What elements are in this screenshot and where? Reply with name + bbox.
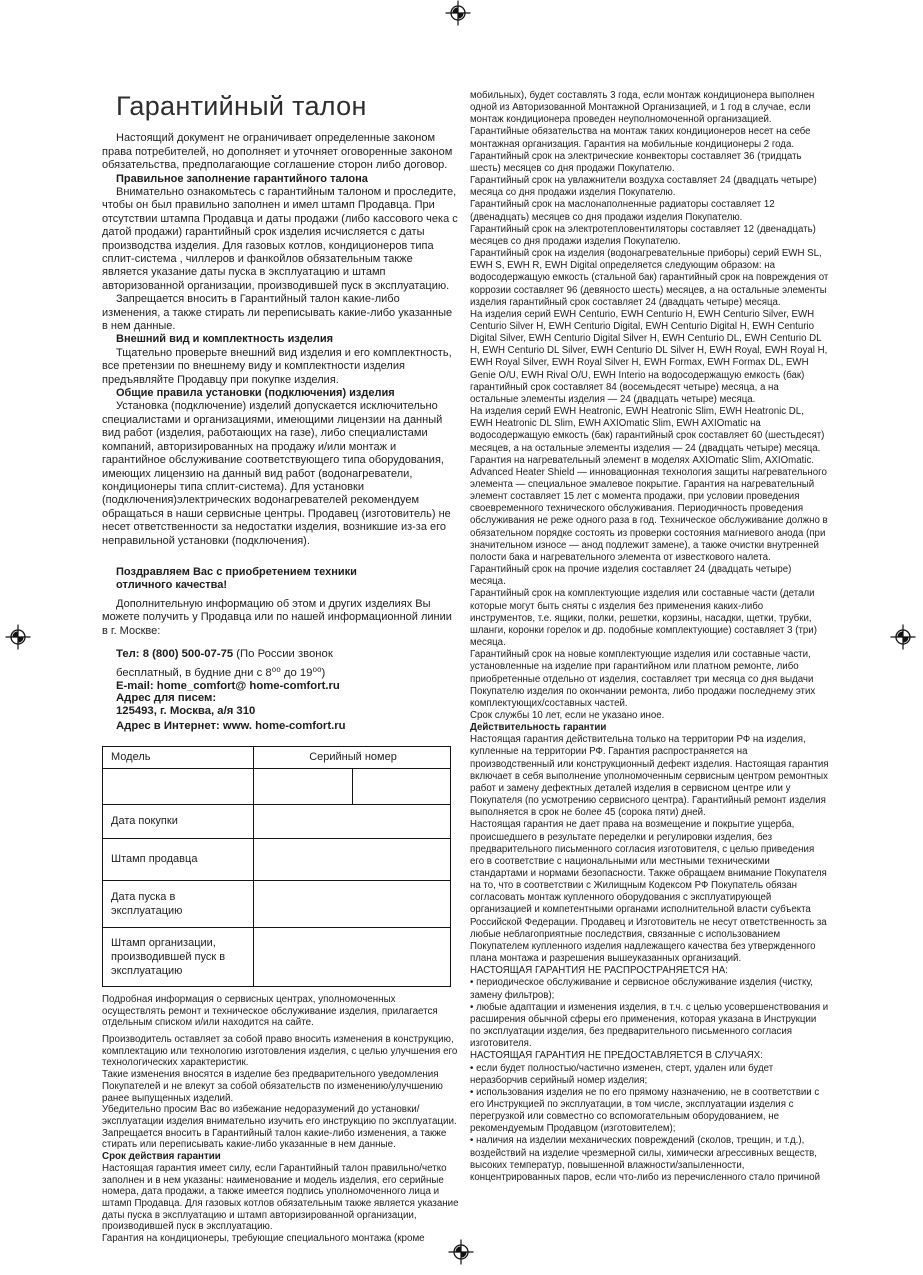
phone-hours: бесплатный, в будние дни с 8⁰⁰ до 19⁰⁰)	[116, 667, 326, 680]
fill-in-row	[103, 768, 451, 804]
model-header-cell: Модель	[103, 746, 254, 768]
paragraph: Гарантийный срок на новые комплектующие изделия или составные части, установленные на изделие при гарантийном или платном ремонте, либо приобретенные отдельно от изделия, составляет три месяца со дня выдачи Покупателю изделия по окончании ремонта, либо продажи последнему этих комплектующих/составных частей.	[470, 649, 816, 709]
website-line: Адрес в Интернет: www. home-comfort.ru	[116, 720, 346, 733]
post-table-section	[102, 994, 460, 1245]
table-row	[103, 927, 451, 986]
page-title: Гарантийный талон	[116, 91, 367, 121]
paragraph: Правильное заполнение гарантийного талона	[116, 172, 368, 185]
paragraph: НАСТОЯЩАЯ ГАРАНТИЯ НЕ РАСПРОСТРАНЯЕТСЯ НА:	[470, 965, 728, 977]
paragraph: • любые адаптации и изменения изделия, в т.ч. с целью усовершенствования и расширения обычной сферы его применения, которая указана в Инструкции по эксплуатации изделия, без предварительного письменного согласия изготовителя.	[470, 1001, 829, 1050]
paragraph: Гарантийный срок на увлажнители воздуха составляет 24 (двадцать четыре) месяца со дня продажи изделия Покупателю.	[470, 175, 817, 199]
phone-note: (По России звонок	[233, 647, 333, 660]
paragraph: Такие изменения вносятся в изделие без предварительного уведомления Покупателей и не влекут за собой обязательств по изменению/улучшению ранее выпущенных изделий.	[102, 1069, 443, 1104]
paragraph: Убедительно просим Вас во избежание недоразумений до установки/эксплуатации изделия внимательно изучить его инструкцию по эксплуатации.	[102, 1104, 457, 1127]
paragraph: Срок действия гарантии	[102, 1151, 221, 1163]
purchase-date-label-cell: Дата покупки	[103, 804, 254, 838]
phone-number: Тел: 8 (800) 500-07-75	[116, 647, 234, 660]
paragraph: Срок службы 10 лет, если не указано иное.	[470, 709, 665, 721]
paragraph: Настоящая гарантия действительна только на территории РФ на изделия, купленные на территории РФ. Гарантия распространяется на производственный или конструкционный дефект изделия. Настоящая гарантия включает в себя выполнение уполномоченным сервисным центром ремонтных работ и замену дефектных деталей изделия в сервисном центре или у Покупателя (по усмотрению сервисного центра). Гарантийный ремонт изделия выполняется в срок не более 45 (сорока пяти) дней.	[470, 734, 829, 819]
startup-date-label-cell: Дата пуска в эксплуатацию	[103, 880, 254, 927]
email-line: E-mail: home_comfort@ home-comfort.ru	[116, 679, 340, 692]
model-value-cell	[103, 768, 254, 804]
paragraph: Гарантийный срок на электротепловентиляторы составляет 12 (двенадцать) месяцев со дня продажи изделия Покупателю.	[470, 223, 816, 247]
table-row	[103, 804, 451, 838]
paragraph: Производитель оставляет за собой право вносить изменения в конструкцию, комплектацию или технологию изготовления изделия, с целью улучшения его технологических характеристик.	[102, 1034, 458, 1069]
serial-value-cell-1	[254, 768, 353, 804]
phone-line	[116, 648, 460, 661]
startup-org-stamp-value-cell	[254, 927, 451, 986]
paragraph: Гарантийный срок на изделия (водонагревательные приборы) серий EWH SL, EWH S, EWH R, EWH Digital определяется следующим образом: на водосодержащую емкость (стальной бак) гарантийный срок на повреждения от коррозии составляет 96 (девяносто шесть) месяцев, а на остальные элементы изделия гарантийный срок составляет 24 (двадцать четыре) месяца.	[470, 248, 829, 308]
paragraph: Внешний вид и комплектность изделия	[116, 333, 334, 346]
right-column	[470, 90, 829, 1184]
paragraph: Общие правила установки (подключения) изделия	[116, 387, 395, 400]
purchase-date-value-cell	[254, 804, 451, 838]
paragraph: Гарантия на нагревательный элемент в моделях AXIOmatic Slim, AXIOmatic. Advanced Heater Shield — инновационная технология защиты нагревательного элемента — специальное эмалевое покрытие. Гарантия на нагревательный элемент составляет 15 лет с момента продажи, при условии проведения своевременного технического обслуживания. Периодичность проведения обслуживания не реже одного раза в год. Техническое обслуживание должно в обязательном порядке состоять из проверки состояния магниевого анода (при значительном износе — анод подлежит замене), а также очистки внутренней полости бака и нагревательного элемента от известкового налета.	[470, 454, 828, 563]
warranty-table	[102, 746, 451, 987]
paragraph: Гарантийный срок на комплектующие изделия или составные части (детали которые могут быть сняты с изделия без применения каких-либо инструментов, т.е. ящики, полки, решетки, корзины, насадки, щетки, трубки, шланги, коронки горелок и др. подобные комплектующие) составляет 3 (три) месяца.	[470, 588, 817, 649]
startup-date-value-cell	[254, 880, 451, 927]
contact-block	[116, 648, 460, 733]
registration-mark-top	[445, 0, 471, 26]
registration-mark-right	[890, 624, 916, 650]
serial-header-cell: Серийный номер	[254, 746, 451, 768]
paragraph: Действительность гарантии	[470, 722, 607, 734]
postal-address: 125493, г. Москва, а/я 310	[116, 704, 256, 717]
paragraph: мобильных), будет составлять 3 года, если монтаж кондиционера выполнен одной из Авторизованной Монтажной Организацией, и 1 год в случае, если монтаж кондиционера проведен неуполномоченной организацией. Гарантийные обязательства на монтаж таких кондиционеров несет на себе монтажная организация. Гарантия на мобильные кондиционеры 2 года.	[470, 90, 815, 150]
paragraph: отличного качества!	[116, 579, 228, 592]
table-header-row	[103, 746, 451, 768]
paragraph: Настоящий документ не ограничивает определенные законом права потребителей, но дополняет и уточняет оговоренные законом обязательства, предполагающие соглашение сторон либо договор.	[102, 132, 453, 172]
paragraph: Подробная информация о сервисных центрах, уполномоченных осуществлять ремонт и техническое обслуживание изделия, прилагается отдельным списком и/или находится на сайте.	[102, 993, 438, 1029]
table-row	[103, 838, 451, 880]
paragraph: Настоящая гарантия не дает права на возмещение и покрытие ущерба, происшедшего в результате переделки и регулировки изделия, без предварительного письменного согласия изготовителя, с целью приведения его в соответствие с национальными или местными техническими стандартами и нормами безопасности. Также обращаем внимание Покупателя на то, что в соответствии с Жилищным Кодексом РФ Покупатель обязан согласовать монтаж купленного оборудования с эксплуатирующей организацией и компетентными органами исполнительной власти субъекта Российской Федерации. Продавец и Изготовитель не несут ответственность за любые неблагоприятные последствия, связанные с использованием Покупателем купленного изделия надлежащего качества без утвержденного плана монтажа и разрешения вышеуказанных организаций.	[470, 819, 827, 965]
paragraph: Настоящая гарантия имеет силу, если Гарантийный талон правильно/четко заполнен и в нем указаны: наименование и модель изделия, его серийные номера, дата продажи, а также имеется подпись уполномоченного лица и штамп Продавца. Для газовых котлов обязательным также является указание даты пуска в эксплуатацию и штамп авторизированной организации, производившей пуск в эксплуатацию.	[102, 1162, 459, 1233]
seller-stamp-value-cell	[254, 838, 451, 880]
table-row	[103, 880, 451, 927]
paragraph: Гарантия на кондиционеры, требующие специального монтажа (кроме	[102, 1233, 425, 1245]
postal-address-label: Адрес для писем:	[116, 692, 217, 705]
paragraph: На изделия серий EWH Heatronic, EWH Heatronic Slim, EWH Heatronic DL, EWH Heatronic DL Slim, EWH AXIOmatic Slim, EWH AXIOmatic на водосодержащую емкость (бак) гарантийный срок составляет 60 (шестьдесят) месяцев, а на остальные элементы изделия — 24 (двадцать четыре) месяца.	[470, 406, 825, 454]
paragraph: • использования изделия не по его прямому назначению, не в соответствии с его Инструкцией по эксплуатации, в том числе, эксплуатации изделия с перегрузкой или совместно со вспомогательным оборудованием, не рекомендуемым Продавцом (изготовителем);	[470, 1086, 820, 1135]
intro-section	[102, 132, 460, 638]
paragraph: Запрещается вносить в Гарантийный талон какие-либо изменения, а также стирать ли переписывать какие-либо указанные в нем данные.	[102, 293, 453, 333]
paragraph: Установка (подключение) изделий допускается исключительно специалистами и организациями, имеющими лицензии на данный вид работ (изделия, работающих на газе), либо специалистами компаний, авторизированных на продажу и/или монтаж и гарантийное обслуживание соответствующего типа оборудования, имеющих лицензию на данный вид работ (водонагреватели, кондиционеры типа сплит-система). Для установки (подключения)электрических водонагревателей рекомендуем обращаться в наши сервисные центры. Продавец (изготовитель) не несет ответственности за недостатки изделия, возникшие из-за его неправильной установки (подключения).	[102, 400, 451, 547]
paragraph: НАСТОЯЩАЯ ГАРАНТИЯ НЕ ПРЕДОСТАВЛЯЕТСЯ В СЛУЧАЯХ:	[470, 1050, 763, 1062]
seller-stamp-label-cell: Штамп продавца	[103, 838, 254, 880]
paragraph: Дополнительную информацию об этом и других изделиях Вы можете получить у Продавца или по нашей информационной линии в г. Москве:	[102, 597, 452, 637]
paragraph: • если будет полностью/частично изменен, стерт, удален или будет неразборчив серийный номер изделия;	[470, 1062, 774, 1086]
paragraph: Тщательно проверьте внешний вид изделия и его комплектность, все претензии по внешнему виду и комплектности изделия предъявляйте Продавцу при покупке изделия.	[102, 346, 452, 386]
startup-org-stamp-label-cell: Штамп организации, производившей пуск в эксплуатацию	[103, 927, 254, 986]
paragraph: Внимательно ознакомьтесь с гарантийным талоном и проследите, чтобы он был правильно заполнен и имел штамп Продавца. При отсутствии штампа Продавца и даты продажи (либо кассового чека с датой продажи) гарантийный срок изделия исчисляется с даты производства изделия. Для газовых котлов, кондиционеров типа сплит-система , чиллеров и фанкойлов обязательным также является указание даты пуска в эксплуатацию и штамп авторизованной организации, производившей пуск в эксплуатацию.	[102, 185, 458, 292]
paragraph: Гарантийный срок на прочие изделия составляет 24 (двадцать четыре) месяца.	[470, 564, 792, 588]
paragraph: Поздравляем Вас с приобретением техники	[116, 565, 357, 578]
paragraph: На изделия серий EWH Centurio, EWH Centurio H, EWH Centurio Silver, EWH Centurio Silver H, EWH Centurio Digital, EWH Centurio Digital H, EWH Centurio Digital Silver, EWH Centurio Digital Silver H, EWH Centurio DL, EWH Centurio DL H, EWH Centurio DL Silver, EWH Centurio DL Silver H, EWH Royal, EWH Royal H, EWH Royal Silver, EWH Royal Silver H, EWH Formax, EWH Formax DL, EWH Genie O/U, EWH Rival O/U, EWH Interio на водосодержащую емкость (бак) гарантийный срок составляет 84 (восемьдесят четыре) месяца, а на остальные элементы изделия — 24 (двадцать четыре) месяца.	[470, 308, 828, 405]
registration-mark-left	[5, 624, 31, 650]
paragraph: • наличия на изделии механических повреждений (сколов, трещин, и т.д.), воздействий на изделие чрезмерной силы, химически агрессивных веществ, высоких температур, повышенной влажности/запыленности, концентрированных паров, если что-либо из перечисленного стало причиной	[470, 1135, 821, 1183]
paragraph: Гарантийный срок на электрические конвекторы составляет 36 (тридцать шесть) месяцев со дня продажи Покупателю.	[470, 150, 802, 174]
paragraph: • периодическое обслуживание и сервисное обслуживание изделия (чистку, замену фильтров);	[470, 977, 813, 1001]
serial-value-cell-2	[353, 768, 451, 804]
paragraph: Запрещается вносить в Гарантийный талон какие-либо изменения, а также стирать или переписывать какие-либо указанные в нем данные.	[102, 1127, 447, 1151]
left-column	[102, 92, 460, 1245]
paragraph: Гарантийный срок на маслонаполненные радиаторы составляет 12 (двенадцать) месяцев со дня продажи изделия Покупателю.	[470, 199, 775, 223]
